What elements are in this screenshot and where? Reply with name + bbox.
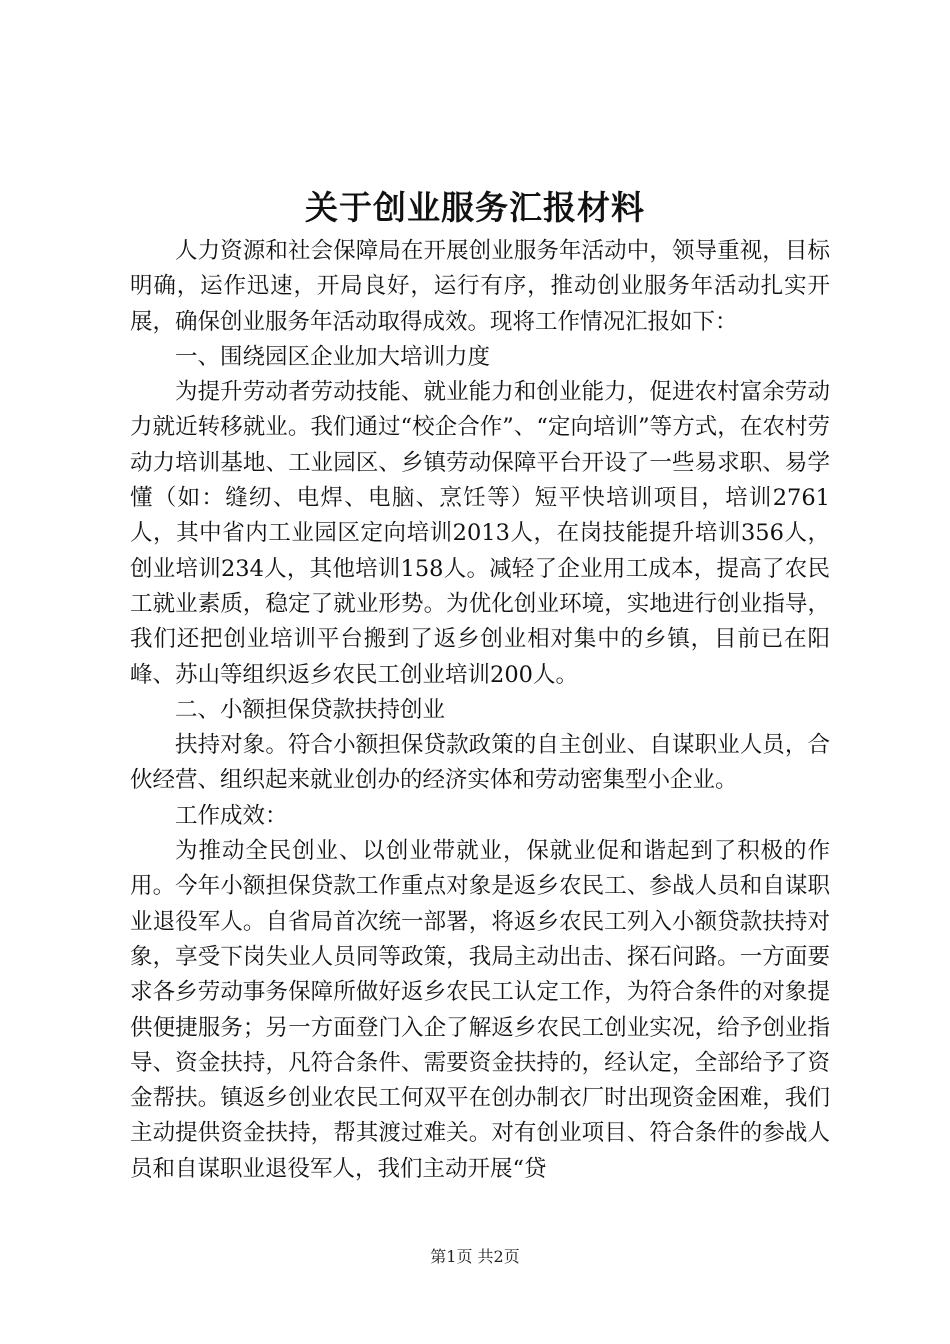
document-title: 关于创业服务汇报材料	[305, 188, 645, 227]
paragraph-results-label: 工作成效：	[175, 802, 288, 829]
section-heading-2: 二、小额担保贷款扶持创业	[175, 696, 446, 723]
paragraph-support-target: 扶持对象。符合小额担保贷款政策的自主创业、自谋职业人员，合伙经营、组织起来就业创办的经济实体和劳动密集型小企业。	[130, 732, 830, 794]
document-body	[130, 234, 830, 1187]
paragraph-training: 为提升劳动者劳动技能、就业能力和创业能力，促进农村富余劳动力就近转移就业。我们通过“校企合作”、“定向培训”等方式，在农村劳动力培训基地、工业园区、乡镇劳动保障平台开设了一些易求职、易学懂（如：缝纫、电焊、电脑、烹饪等）短平快培训项目，培训2761人，其中省内工业园区定向培训2013人，在岗技能提升培训356人，创业培训234人，其他培训158人。减轻了企业用工成本，提高了农民工就业素质，稳定了就业形势。为优化创业环境，实地进行创业指导，我们还把创业培训平台搬到了返乡创业相对集中的乡镇，目前已在阳峰、苏山等组织返乡农民工创业培训200人。	[130, 379, 830, 688]
paragraph-intro: 人力资源和社会保障局在开展创业服务年活动中，领导重视，目标明确，运作迅速，开局良好，运行有序，推动创业服务年活动扎实开展，确保创业服务年活动取得成效。现将工作情况汇报如下：	[130, 238, 830, 335]
section-heading-1: 一、围绕园区企业加大培训力度	[175, 343, 491, 370]
paragraph-results: 为推动全民创业、以创业带就业，保就业促和谐起到了积极的作用。今年小额担保贷款工作重点对象是返乡农民工、参战人员和自谋职业退役军人。自省局首次统一部署，将返乡农民工列入小额贷款扶持对象，享受下岗失业人员同等政策，我局主动出击、探石问路。一方面要求各乡劳动事务保障所做好返乡农民工认定工作，为符合条件的对象提供便捷服务；另一方面登门入企了解返乡农民工创业实况，给予创业指导、资金扶持，凡符合条件、需要资金扶持的，经认定，全部给予了资金帮扶。镇返乡创业农民工何双平在创办制衣厂时出现资金困难，我们主动提供资金扶持，帮其渡过难关。对有创业项目、符合条件的参战人员和自谋职业退役军人，我们主动开展“贷	[130, 838, 830, 1182]
page-footer: 第1页 共2页	[430, 1247, 520, 1266]
